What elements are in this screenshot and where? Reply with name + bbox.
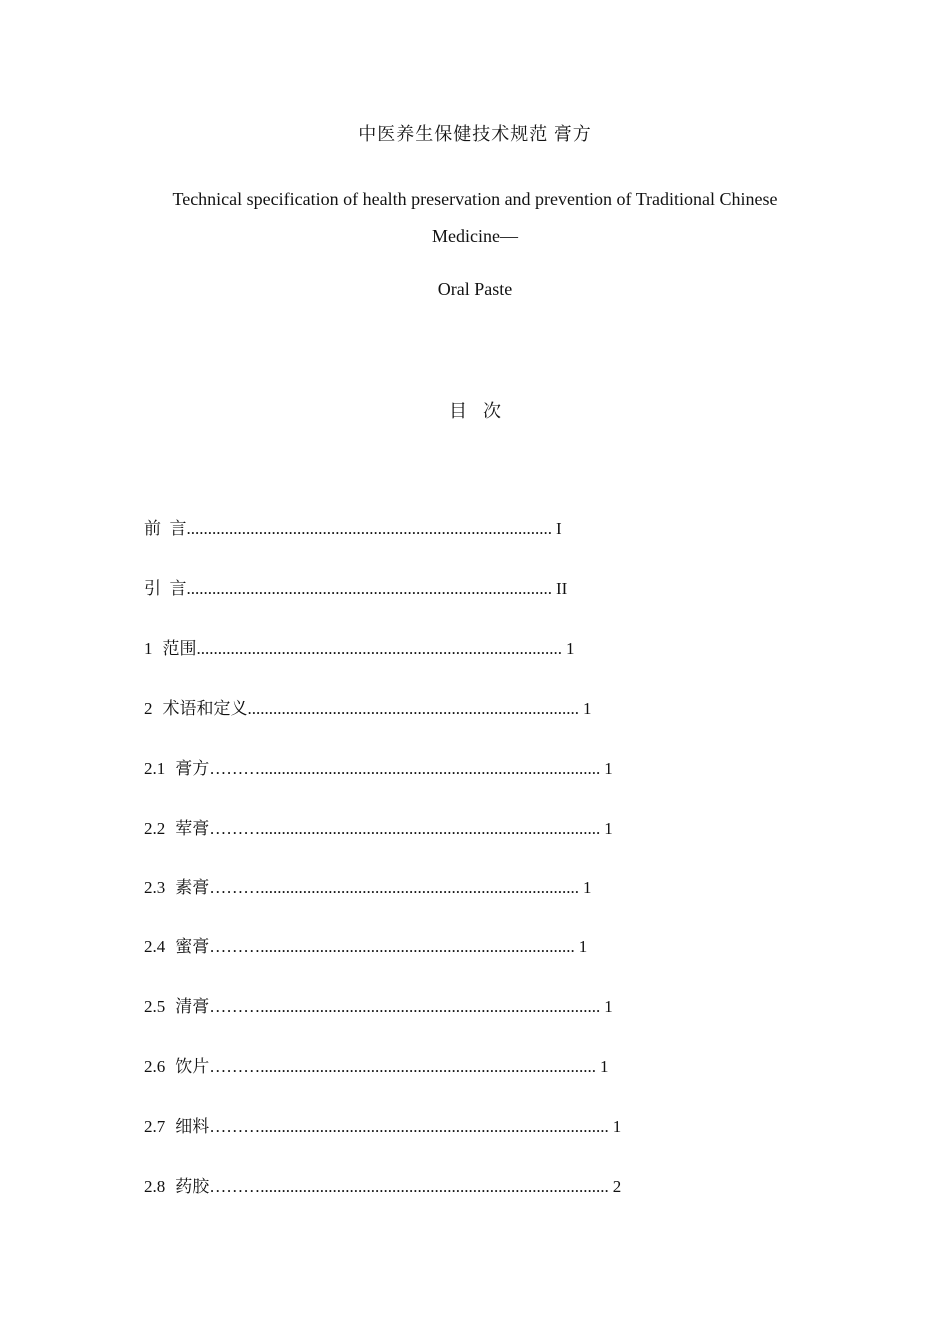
document-subtitle-english: Oral Paste bbox=[437, 279, 513, 299]
toc-entry[interactable] bbox=[144, 516, 562, 542]
toc-entry[interactable] bbox=[144, 934, 587, 960]
toc-entry-page-number: 1 bbox=[583, 699, 592, 718]
toc-entry[interactable] bbox=[144, 576, 567, 602]
toc-entry[interactable] bbox=[144, 696, 592, 722]
toc-entry-leader: ………................................................................................ bbox=[209, 997, 601, 1016]
toc-entry[interactable] bbox=[144, 1054, 609, 1080]
toc-entry-page-number: II bbox=[556, 579, 568, 598]
table-of-contents-heading: 目次 bbox=[449, 401, 517, 421]
toc-entry[interactable] bbox=[144, 636, 575, 662]
toc-entry-leader: ………................................................................................ bbox=[209, 759, 601, 778]
document-title-english: Technical specification of health preservation and prevention of Traditional Chinese Medicine— bbox=[172, 189, 778, 246]
toc-entry[interactable] bbox=[144, 816, 613, 842]
document-title-chinese: 中医养生保健技术规范 膏方 bbox=[358, 124, 592, 144]
toc-entry[interactable] bbox=[144, 1174, 621, 1200]
toc-entry-page-number: 1 bbox=[566, 639, 575, 658]
toc-entry-leader: ...................................................................................... bbox=[186, 579, 552, 598]
toc-entry-label: 术语和定义 bbox=[162, 699, 248, 718]
toc-entry-label: 药胶 bbox=[175, 1177, 210, 1196]
toc-entry[interactable] bbox=[144, 1114, 621, 1140]
toc-entry-leader: ...................................................................................... bbox=[186, 519, 552, 538]
toc-entry-number: 2.8 bbox=[144, 1177, 166, 1196]
toc-entry-label: 膏方 bbox=[175, 759, 210, 778]
toc-entry-leader: ………................................................................................ bbox=[209, 819, 601, 838]
toc-entry-label: 饮片 bbox=[175, 1057, 210, 1076]
toc-entry-leader: .............................................................................. bbox=[247, 699, 579, 718]
toc-entry-page-number: 1 bbox=[612, 1117, 622, 1136]
toc-entry-page-number: 1 bbox=[600, 1057, 609, 1076]
toc-entry-label: 细料 bbox=[175, 1117, 210, 1136]
toc-entry-page-number: 1 bbox=[604, 819, 613, 838]
toc-entry-label: 素膏 bbox=[175, 878, 210, 897]
toc-entry-number: 2.3 bbox=[144, 878, 166, 897]
toc-entry-page-number: 1 bbox=[604, 997, 613, 1016]
toc-entry[interactable] bbox=[144, 756, 613, 782]
toc-entry-number: 2 bbox=[144, 699, 153, 718]
toc-entry-label: 前 言 bbox=[144, 519, 187, 538]
toc-entry-label: 荤膏 bbox=[175, 819, 210, 838]
toc-entry-leader: ……….......................................................................... bbox=[209, 937, 575, 956]
toc-entry-page-number: 1 bbox=[604, 759, 613, 778]
toc-entry-page-number: 2 bbox=[612, 1177, 622, 1196]
toc-entry-page-number: 1 bbox=[583, 878, 592, 897]
toc-entry-number: 2.2 bbox=[144, 819, 166, 838]
toc-entry[interactable] bbox=[144, 875, 592, 901]
toc-entry-label: 范围 bbox=[162, 639, 197, 658]
toc-entry-number: 2.6 bbox=[144, 1057, 166, 1076]
toc-entry-page-number: 1 bbox=[578, 937, 588, 956]
toc-entry-label: 蜜膏 bbox=[175, 937, 210, 956]
toc-entry-number: 2.4 bbox=[144, 937, 166, 956]
toc-entry-leader: ………........................................................................... bbox=[209, 878, 579, 897]
toc-entry-leader: ……….................................................................................. bbox=[209, 1177, 609, 1196]
toc-entry[interactable] bbox=[144, 994, 613, 1020]
toc-entry-label: 清膏 bbox=[175, 997, 210, 1016]
toc-entry-number: 2.5 bbox=[144, 997, 166, 1016]
toc-entry-page-number: I bbox=[556, 519, 562, 538]
toc-entry-leader: ...................................................................................... bbox=[196, 639, 562, 658]
toc-entry-number: 1 bbox=[144, 639, 153, 658]
toc-entry-label: 引 言 bbox=[144, 579, 187, 598]
toc-entry-leader: ………............................................................................... bbox=[209, 1057, 596, 1076]
toc-entry-number: 2.7 bbox=[144, 1117, 166, 1136]
toc-entry-leader: ……….................................................................................. bbox=[209, 1117, 609, 1136]
toc-entry-number: 2.1 bbox=[144, 759, 166, 778]
